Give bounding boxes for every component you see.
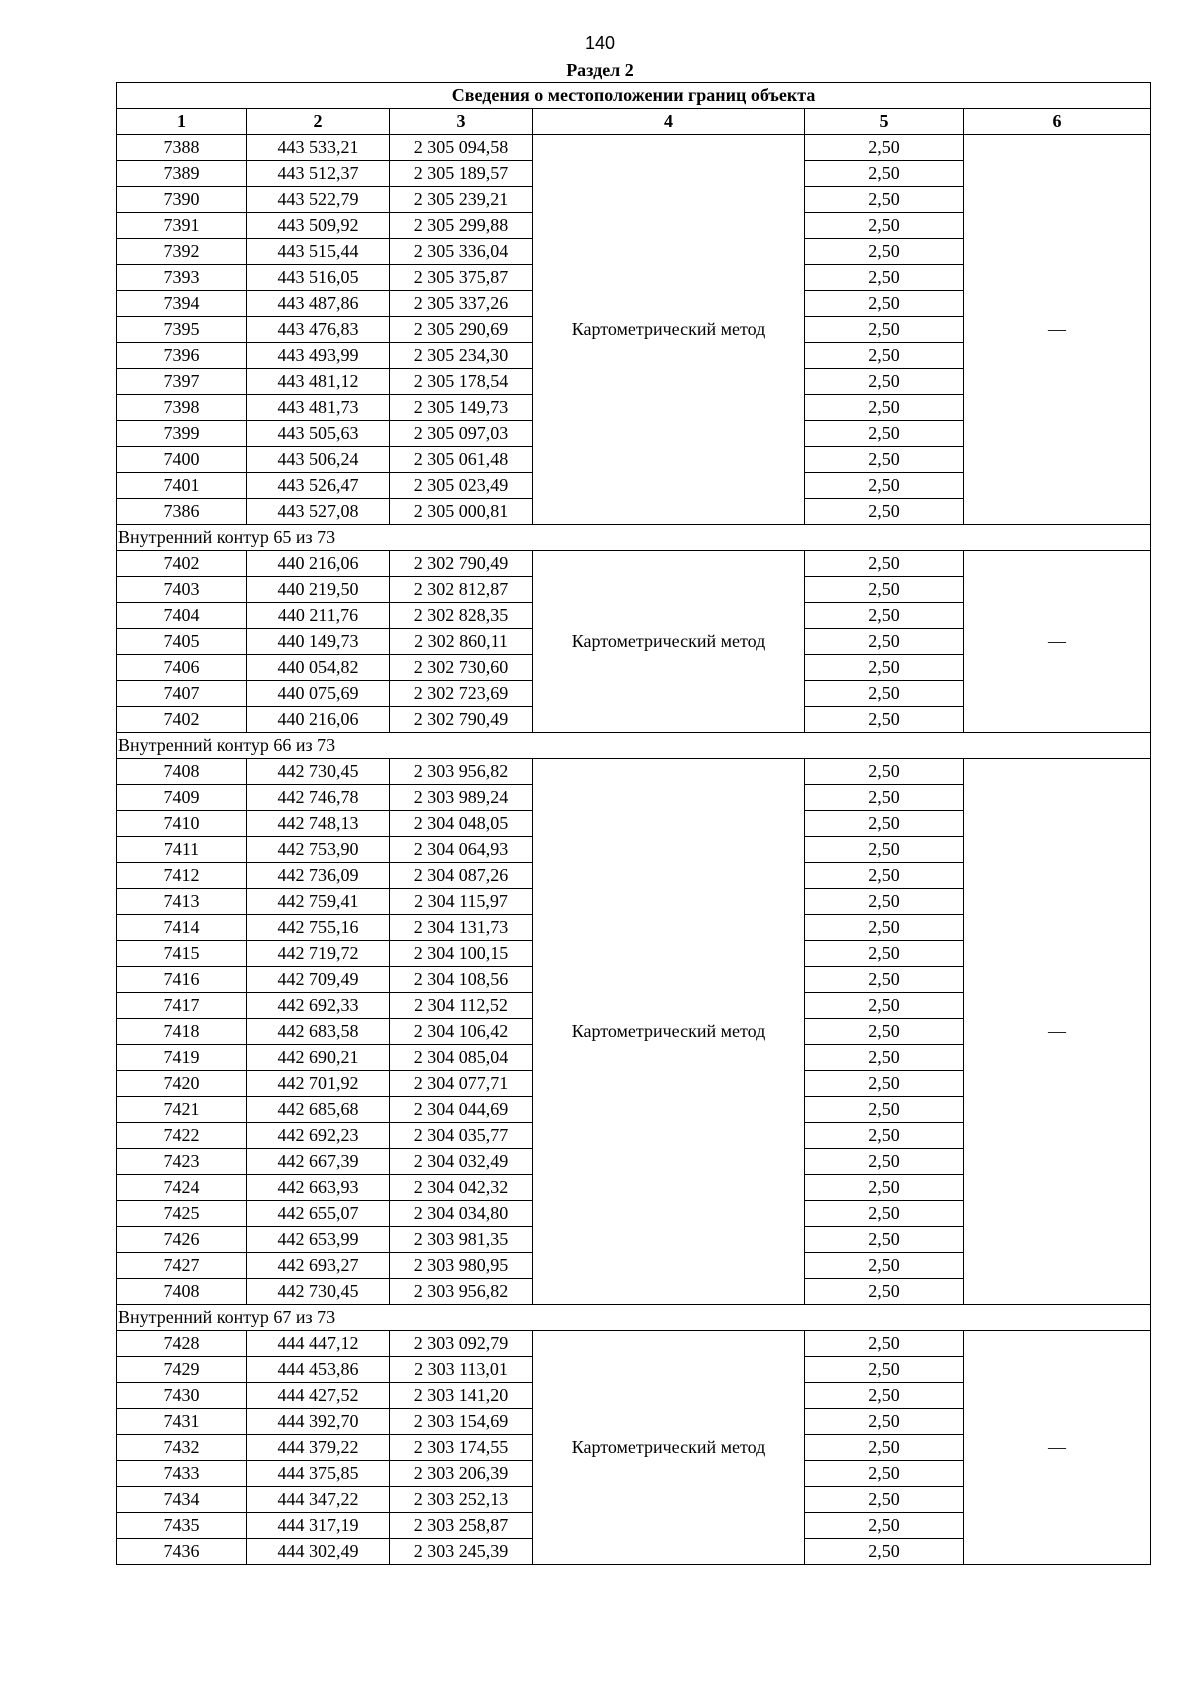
accuracy-cell: 2,50 bbox=[805, 629, 964, 655]
y-coordinate-cell: 2 302 723,69 bbox=[390, 681, 533, 707]
accuracy-cell: 2,50 bbox=[805, 785, 964, 811]
point-number-cell: 7406 bbox=[117, 655, 247, 681]
column-6-cell: — bbox=[964, 551, 1151, 733]
column-header: 5 bbox=[805, 109, 964, 135]
accuracy-cell: 2,50 bbox=[805, 1539, 964, 1565]
y-coordinate-cell: 2 305 375,87 bbox=[390, 265, 533, 291]
y-coordinate-cell: 2 303 113,01 bbox=[390, 1357, 533, 1383]
accuracy-cell: 2,50 bbox=[805, 1487, 964, 1513]
y-coordinate-cell: 2 304 064,93 bbox=[390, 837, 533, 863]
accuracy-cell: 2,50 bbox=[805, 447, 964, 473]
column-6-cell: — bbox=[964, 135, 1151, 525]
x-coordinate-cell: 442 667,39 bbox=[247, 1149, 390, 1175]
point-number-cell: 7430 bbox=[117, 1383, 247, 1409]
y-coordinate-cell: 2 303 245,39 bbox=[390, 1539, 533, 1565]
y-coordinate-cell: 2 303 252,13 bbox=[390, 1487, 533, 1513]
x-coordinate-cell: 442 709,49 bbox=[247, 967, 390, 993]
point-number-cell: 7405 bbox=[117, 629, 247, 655]
accuracy-cell: 2,50 bbox=[805, 759, 964, 785]
table-row bbox=[117, 759, 1151, 785]
x-coordinate-cell: 442 693,27 bbox=[247, 1253, 390, 1279]
point-number-cell: 7402 bbox=[117, 707, 247, 733]
column-header: 6 bbox=[964, 109, 1151, 135]
contour-heading: Внутренний контур 65 из 73 bbox=[117, 525, 1151, 551]
y-coordinate-cell: 2 303 981,35 bbox=[390, 1227, 533, 1253]
point-number-cell: 7425 bbox=[117, 1201, 247, 1227]
y-coordinate-cell: 2 305 149,73 bbox=[390, 395, 533, 421]
accuracy-cell: 2,50 bbox=[805, 1045, 964, 1071]
contour-heading: Внутренний контур 67 из 73 bbox=[117, 1305, 1151, 1331]
y-coordinate-cell: 2 304 085,04 bbox=[390, 1045, 533, 1071]
y-coordinate-cell: 2 305 239,21 bbox=[390, 187, 533, 213]
point-number-cell: 7404 bbox=[117, 603, 247, 629]
table-row bbox=[117, 135, 1151, 161]
point-number-cell: 7401 bbox=[117, 473, 247, 499]
point-number-cell: 7415 bbox=[117, 941, 247, 967]
x-coordinate-cell: 443 487,86 bbox=[247, 291, 390, 317]
x-coordinate-cell: 444 375,85 bbox=[247, 1461, 390, 1487]
table-caption: Сведения о местоположении границ объекта bbox=[117, 83, 1151, 109]
point-number-cell: 7417 bbox=[117, 993, 247, 1019]
y-coordinate-cell: 2 303 174,55 bbox=[390, 1435, 533, 1461]
accuracy-cell: 2,50 bbox=[805, 239, 964, 265]
point-number-cell: 7397 bbox=[117, 369, 247, 395]
x-coordinate-cell: 444 453,86 bbox=[247, 1357, 390, 1383]
y-coordinate-cell: 2 304 042,32 bbox=[390, 1175, 533, 1201]
y-coordinate-cell: 2 304 035,77 bbox=[390, 1123, 533, 1149]
y-coordinate-cell: 2 303 956,82 bbox=[390, 759, 533, 785]
point-number-cell: 7423 bbox=[117, 1149, 247, 1175]
x-coordinate-cell: 442 655,07 bbox=[247, 1201, 390, 1227]
accuracy-cell: 2,50 bbox=[805, 1461, 964, 1487]
y-coordinate-cell: 2 305 189,57 bbox=[390, 161, 533, 187]
accuracy-cell: 2,50 bbox=[805, 1435, 964, 1461]
accuracy-cell: 2,50 bbox=[805, 967, 964, 993]
point-number-cell: 7411 bbox=[117, 837, 247, 863]
accuracy-cell: 2,50 bbox=[805, 395, 964, 421]
section-title: Раздел 2 bbox=[566, 60, 634, 80]
x-coordinate-cell: 443 476,83 bbox=[247, 317, 390, 343]
contour-heading-row bbox=[117, 525, 1151, 551]
accuracy-cell: 2,50 bbox=[805, 837, 964, 863]
y-coordinate-cell: 2 302 860,11 bbox=[390, 629, 533, 655]
accuracy-cell: 2,50 bbox=[805, 1019, 964, 1045]
point-number-cell: 7427 bbox=[117, 1253, 247, 1279]
x-coordinate-cell: 440 219,50 bbox=[247, 577, 390, 603]
accuracy-cell: 2,50 bbox=[805, 655, 964, 681]
x-coordinate-cell: 442 692,23 bbox=[247, 1123, 390, 1149]
y-coordinate-cell: 2 303 092,79 bbox=[390, 1331, 533, 1357]
y-coordinate-cell: 2 302 812,87 bbox=[390, 577, 533, 603]
point-number-cell: 7431 bbox=[117, 1409, 247, 1435]
y-coordinate-cell: 2 304 034,80 bbox=[390, 1201, 533, 1227]
accuracy-cell: 2,50 bbox=[805, 421, 964, 447]
y-coordinate-cell: 2 305 234,30 bbox=[390, 343, 533, 369]
x-coordinate-cell: 442 730,45 bbox=[247, 1279, 390, 1305]
point-number-cell: 7420 bbox=[117, 1071, 247, 1097]
x-coordinate-cell: 443 512,37 bbox=[247, 161, 390, 187]
x-coordinate-cell: 440 149,73 bbox=[247, 629, 390, 655]
x-coordinate-cell: 443 527,08 bbox=[247, 499, 390, 525]
method-cell: Картометрический метод bbox=[533, 1331, 805, 1565]
point-number-cell: 7386 bbox=[117, 499, 247, 525]
point-number-cell: 7429 bbox=[117, 1357, 247, 1383]
x-coordinate-cell: 443 481,73 bbox=[247, 395, 390, 421]
point-number-cell: 7412 bbox=[117, 863, 247, 889]
accuracy-cell: 2,50 bbox=[805, 265, 964, 291]
point-number-cell: 7413 bbox=[117, 889, 247, 915]
point-number-cell: 7395 bbox=[117, 317, 247, 343]
point-number-cell: 7409 bbox=[117, 785, 247, 811]
y-coordinate-cell: 2 303 154,69 bbox=[390, 1409, 533, 1435]
point-number-cell: 7428 bbox=[117, 1331, 247, 1357]
x-coordinate-cell: 444 447,12 bbox=[247, 1331, 390, 1357]
column-header: 2 bbox=[247, 109, 390, 135]
boundary-table bbox=[116, 82, 1151, 1565]
point-number-cell: 7408 bbox=[117, 759, 247, 785]
point-number-cell: 7400 bbox=[117, 447, 247, 473]
contour-heading-row bbox=[117, 1305, 1151, 1331]
accuracy-cell: 2,50 bbox=[805, 681, 964, 707]
x-coordinate-cell: 442 753,90 bbox=[247, 837, 390, 863]
accuracy-cell: 2,50 bbox=[805, 161, 964, 187]
accuracy-cell: 2,50 bbox=[805, 577, 964, 603]
point-number-cell: 7435 bbox=[117, 1513, 247, 1539]
accuracy-cell: 2,50 bbox=[805, 1227, 964, 1253]
y-coordinate-cell: 2 303 980,95 bbox=[390, 1253, 533, 1279]
point-number-cell: 7424 bbox=[117, 1175, 247, 1201]
point-number-cell: 7394 bbox=[117, 291, 247, 317]
accuracy-cell: 2,50 bbox=[805, 707, 964, 733]
method-cell: Картометрический метод bbox=[533, 551, 805, 733]
point-number-cell: 7407 bbox=[117, 681, 247, 707]
y-coordinate-cell: 2 305 000,81 bbox=[390, 499, 533, 525]
x-coordinate-cell: 442 719,72 bbox=[247, 941, 390, 967]
accuracy-cell: 2,50 bbox=[805, 1149, 964, 1175]
x-coordinate-cell: 442 755,16 bbox=[247, 915, 390, 941]
point-number-cell: 7414 bbox=[117, 915, 247, 941]
point-number-cell: 7391 bbox=[117, 213, 247, 239]
y-coordinate-cell: 2 305 337,26 bbox=[390, 291, 533, 317]
y-coordinate-cell: 2 305 094,58 bbox=[390, 135, 533, 161]
x-coordinate-cell: 440 075,69 bbox=[247, 681, 390, 707]
accuracy-cell: 2,50 bbox=[805, 1409, 964, 1435]
y-coordinate-cell: 2 304 108,56 bbox=[390, 967, 533, 993]
x-coordinate-cell: 442 748,13 bbox=[247, 811, 390, 837]
accuracy-cell: 2,50 bbox=[805, 317, 964, 343]
x-coordinate-cell: 440 054,82 bbox=[247, 655, 390, 681]
accuracy-cell: 2,50 bbox=[805, 1175, 964, 1201]
contour-heading: Внутренний контур 66 из 73 bbox=[117, 733, 1151, 759]
y-coordinate-cell: 2 303 956,82 bbox=[390, 1279, 533, 1305]
point-number-cell: 7396 bbox=[117, 343, 247, 369]
x-coordinate-cell: 440 216,06 bbox=[247, 707, 390, 733]
method-cell: Картометрический метод bbox=[533, 135, 805, 525]
point-number-cell: 7436 bbox=[117, 1539, 247, 1565]
y-coordinate-cell: 2 304 106,42 bbox=[390, 1019, 533, 1045]
point-number-cell: 7426 bbox=[117, 1227, 247, 1253]
x-coordinate-cell: 444 302,49 bbox=[247, 1539, 390, 1565]
y-coordinate-cell: 2 304 048,05 bbox=[390, 811, 533, 837]
accuracy-cell: 2,50 bbox=[805, 1331, 964, 1357]
point-number-cell: 7393 bbox=[117, 265, 247, 291]
point-number-cell: 7392 bbox=[117, 239, 247, 265]
x-coordinate-cell: 443 526,47 bbox=[247, 473, 390, 499]
point-number-cell: 7416 bbox=[117, 967, 247, 993]
y-coordinate-cell: 2 305 336,04 bbox=[390, 239, 533, 265]
accuracy-cell: 2,50 bbox=[805, 1097, 964, 1123]
x-coordinate-cell: 443 516,05 bbox=[247, 265, 390, 291]
point-number-cell: 7388 bbox=[117, 135, 247, 161]
x-coordinate-cell: 443 515,44 bbox=[247, 239, 390, 265]
y-coordinate-cell: 2 305 178,54 bbox=[390, 369, 533, 395]
y-coordinate-cell: 2 304 032,49 bbox=[390, 1149, 533, 1175]
y-coordinate-cell: 2 302 790,49 bbox=[390, 707, 533, 733]
column-6-cell: — bbox=[964, 759, 1151, 1305]
x-coordinate-cell: 443 481,12 bbox=[247, 369, 390, 395]
x-coordinate-cell: 442 690,21 bbox=[247, 1045, 390, 1071]
x-coordinate-cell: 444 317,19 bbox=[247, 1513, 390, 1539]
y-coordinate-cell: 2 304 087,26 bbox=[390, 863, 533, 889]
x-coordinate-cell: 442 692,33 bbox=[247, 993, 390, 1019]
column-header: 4 bbox=[533, 109, 805, 135]
x-coordinate-cell: 443 505,63 bbox=[247, 421, 390, 447]
accuracy-cell: 2,50 bbox=[805, 213, 964, 239]
column-header: 3 bbox=[390, 109, 533, 135]
x-coordinate-cell: 442 683,58 bbox=[247, 1019, 390, 1045]
accuracy-cell: 2,50 bbox=[805, 1513, 964, 1539]
x-coordinate-cell: 443 509,92 bbox=[247, 213, 390, 239]
x-coordinate-cell: 442 746,78 bbox=[247, 785, 390, 811]
accuracy-cell: 2,50 bbox=[805, 551, 964, 577]
y-coordinate-cell: 2 305 023,49 bbox=[390, 473, 533, 499]
y-coordinate-cell: 2 304 044,69 bbox=[390, 1097, 533, 1123]
y-coordinate-cell: 2 303 206,39 bbox=[390, 1461, 533, 1487]
y-coordinate-cell: 2 304 100,15 bbox=[390, 941, 533, 967]
accuracy-cell: 2,50 bbox=[805, 291, 964, 317]
point-number-cell: 7399 bbox=[117, 421, 247, 447]
accuracy-cell: 2,50 bbox=[805, 1071, 964, 1097]
x-coordinate-cell: 444 392,70 bbox=[247, 1409, 390, 1435]
accuracy-cell: 2,50 bbox=[805, 1357, 964, 1383]
accuracy-cell: 2,50 bbox=[805, 915, 964, 941]
accuracy-cell: 2,50 bbox=[805, 135, 964, 161]
accuracy-cell: 2,50 bbox=[805, 993, 964, 1019]
table-body bbox=[117, 135, 1151, 1565]
point-number-cell: 7434 bbox=[117, 1487, 247, 1513]
accuracy-cell: 2,50 bbox=[805, 1253, 964, 1279]
column-6-cell: — bbox=[964, 1331, 1151, 1565]
y-coordinate-cell: 2 303 258,87 bbox=[390, 1513, 533, 1539]
accuracy-cell: 2,50 bbox=[805, 1383, 964, 1409]
y-coordinate-cell: 2 303 989,24 bbox=[390, 785, 533, 811]
point-number-cell: 7402 bbox=[117, 551, 247, 577]
method-cell: Картометрический метод bbox=[533, 759, 805, 1305]
y-coordinate-cell: 2 304 112,52 bbox=[390, 993, 533, 1019]
x-coordinate-cell: 443 506,24 bbox=[247, 447, 390, 473]
x-coordinate-cell: 444 379,22 bbox=[247, 1435, 390, 1461]
y-coordinate-cell: 2 302 730,60 bbox=[390, 655, 533, 681]
accuracy-cell: 2,50 bbox=[805, 811, 964, 837]
point-number-cell: 7398 bbox=[117, 395, 247, 421]
y-coordinate-cell: 2 303 141,20 bbox=[390, 1383, 533, 1409]
y-coordinate-cell: 2 304 131,73 bbox=[390, 915, 533, 941]
y-coordinate-cell: 2 304 115,97 bbox=[390, 889, 533, 915]
point-number-cell: 7410 bbox=[117, 811, 247, 837]
column-header-row bbox=[117, 109, 1151, 135]
y-coordinate-cell: 2 304 077,71 bbox=[390, 1071, 533, 1097]
accuracy-cell: 2,50 bbox=[805, 499, 964, 525]
accuracy-cell: 2,50 bbox=[805, 1279, 964, 1305]
point-number-cell: 7389 bbox=[117, 161, 247, 187]
accuracy-cell: 2,50 bbox=[805, 941, 964, 967]
x-coordinate-cell: 443 493,99 bbox=[247, 343, 390, 369]
y-coordinate-cell: 2 305 299,88 bbox=[390, 213, 533, 239]
accuracy-cell: 2,50 bbox=[805, 1201, 964, 1227]
y-coordinate-cell: 2 305 290,69 bbox=[390, 317, 533, 343]
y-coordinate-cell: 2 305 061,48 bbox=[390, 447, 533, 473]
page-number: 140 bbox=[584, 33, 616, 53]
x-coordinate-cell: 442 730,45 bbox=[247, 759, 390, 785]
x-coordinate-cell: 440 216,06 bbox=[247, 551, 390, 577]
x-coordinate-cell: 442 701,92 bbox=[247, 1071, 390, 1097]
x-coordinate-cell: 442 759,41 bbox=[247, 889, 390, 915]
point-number-cell: 7422 bbox=[117, 1123, 247, 1149]
table-caption-row bbox=[117, 83, 1151, 109]
point-number-cell: 7408 bbox=[117, 1279, 247, 1305]
point-number-cell: 7418 bbox=[117, 1019, 247, 1045]
x-coordinate-cell: 442 663,93 bbox=[247, 1175, 390, 1201]
x-coordinate-cell: 443 533,21 bbox=[247, 135, 390, 161]
table-row bbox=[117, 1331, 1151, 1357]
x-coordinate-cell: 440 211,76 bbox=[247, 603, 390, 629]
accuracy-cell: 2,50 bbox=[805, 1123, 964, 1149]
accuracy-cell: 2,50 bbox=[805, 889, 964, 915]
accuracy-cell: 2,50 bbox=[805, 603, 964, 629]
y-coordinate-cell: 2 302 790,49 bbox=[390, 551, 533, 577]
table-row bbox=[117, 551, 1151, 577]
x-coordinate-cell: 442 653,99 bbox=[247, 1227, 390, 1253]
point-number-cell: 7432 bbox=[117, 1435, 247, 1461]
x-coordinate-cell: 444 427,52 bbox=[247, 1383, 390, 1409]
point-number-cell: 7390 bbox=[117, 187, 247, 213]
x-coordinate-cell: 444 347,22 bbox=[247, 1487, 390, 1513]
accuracy-cell: 2,50 bbox=[805, 187, 964, 213]
x-coordinate-cell: 442 736,09 bbox=[247, 863, 390, 889]
accuracy-cell: 2,50 bbox=[805, 863, 964, 889]
y-coordinate-cell: 2 305 097,03 bbox=[390, 421, 533, 447]
y-coordinate-cell: 2 302 828,35 bbox=[390, 603, 533, 629]
point-number-cell: 7403 bbox=[117, 577, 247, 603]
accuracy-cell: 2,50 bbox=[805, 343, 964, 369]
point-number-cell: 7421 bbox=[117, 1097, 247, 1123]
column-header: 1 bbox=[117, 109, 247, 135]
contour-heading-row bbox=[117, 733, 1151, 759]
accuracy-cell: 2,50 bbox=[805, 473, 964, 499]
point-number-cell: 7433 bbox=[117, 1461, 247, 1487]
point-number-cell: 7419 bbox=[117, 1045, 247, 1071]
x-coordinate-cell: 442 685,68 bbox=[247, 1097, 390, 1123]
x-coordinate-cell: 443 522,79 bbox=[247, 187, 390, 213]
accuracy-cell: 2,50 bbox=[805, 369, 964, 395]
